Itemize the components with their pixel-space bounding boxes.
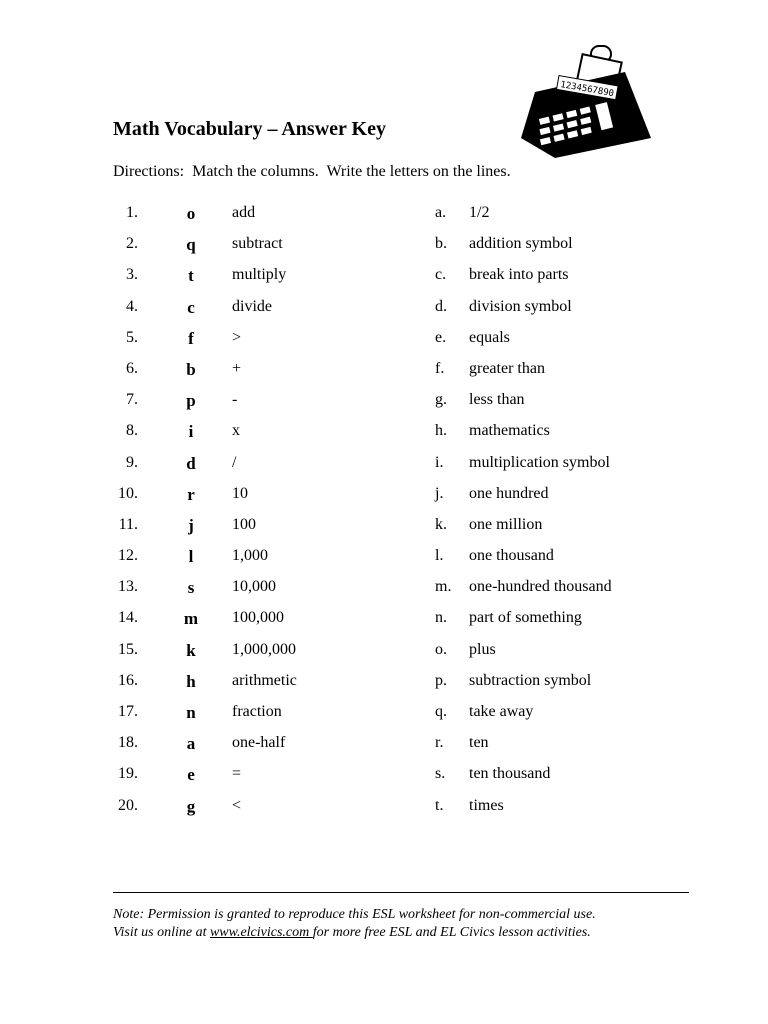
row-number: 17. (118, 703, 138, 720)
answer-letter: k (186, 640, 196, 660)
term-text: subtract (232, 235, 283, 253)
row-number: 18. (118, 734, 138, 752)
row-number: 5. (126, 328, 138, 346)
table-row (0, 234, 768, 265)
table-row (0, 203, 768, 234)
footer-divider (113, 892, 689, 893)
term-text: 1,000 (232, 547, 268, 565)
row-number: 10. (118, 484, 138, 502)
definition-letter: j. (435, 484, 444, 502)
answer-letter: o (186, 204, 196, 223)
definition-letter: d. (435, 297, 447, 315)
note-line-2 (113, 924, 713, 942)
definition-text: less than (469, 391, 525, 409)
definition-text: equals (469, 328, 510, 346)
website-link[interactable]: www.elcivics.com (209, 925, 313, 940)
row-number: 15. (118, 640, 138, 658)
answer-letter: g (186, 796, 196, 816)
term-text: fraction (232, 703, 282, 720)
table-row (0, 265, 768, 296)
matching-table (0, 203, 768, 827)
answer-letter: f (188, 328, 194, 348)
definition-text: break into parts (469, 266, 569, 284)
answer-letter: l (188, 547, 194, 567)
definition-letter: l. (435, 547, 444, 565)
definition-text: part of something (469, 609, 582, 627)
term-text: 100,000 (232, 609, 284, 627)
term-text: multiply (232, 266, 287, 284)
definition-letter: p. (435, 671, 447, 689)
table-row (0, 640, 768, 671)
term-text: / (232, 453, 237, 471)
table-row (0, 671, 768, 702)
definition-letter: f. (435, 359, 445, 377)
answer-letter: t (188, 266, 194, 286)
table-row (0, 359, 768, 390)
calculator-display: 1234567890 (559, 79, 615, 100)
answer-letter: q (186, 235, 196, 255)
term-text: + (232, 359, 242, 377)
table-row (0, 421, 768, 452)
answer-letter: i (188, 422, 194, 442)
table-row (0, 328, 768, 359)
row-number: 16. (118, 671, 138, 689)
definition-letter: s. (435, 765, 446, 783)
definition-letter: a. (435, 204, 447, 221)
directions-text: Directions: Match the columns. Write the letters on the lines. (113, 163, 511, 180)
table-row (0, 390, 768, 421)
note-line-2-prefix: Visit us online at (113, 925, 210, 940)
definition-text: multiplication symbol (469, 453, 610, 471)
table-row (0, 297, 768, 328)
answer-letter: r (187, 484, 195, 504)
term-text: x (232, 422, 240, 440)
definition-text: one million (469, 515, 543, 533)
term-text: 100 (232, 515, 256, 533)
row-number: 11. (118, 515, 138, 533)
answer-letter: s (187, 578, 195, 598)
answer-letter: a (186, 734, 196, 754)
table-row (0, 702, 768, 733)
row-number: 14. (118, 609, 138, 627)
term-text: < (232, 796, 242, 814)
answer-letter: c (187, 297, 195, 317)
row-number: 4. (126, 297, 138, 315)
definition-text: plus (469, 640, 496, 658)
definition-letter: i. (435, 453, 444, 471)
definition-text: one thousand (469, 547, 554, 565)
definition-text: ten thousand (469, 765, 551, 783)
answer-letter: m (183, 609, 199, 629)
definition-text: subtraction symbol (469, 671, 592, 689)
answer-letter: e (187, 765, 195, 785)
note-line-2-suffix: for more free ESL and EL Civics lesson activities. (312, 925, 591, 940)
table-row (0, 796, 768, 827)
definition-letter: n. (435, 609, 447, 627)
row-number: 20. (118, 796, 138, 814)
row-number: 6. (126, 359, 138, 377)
answer-letter: d (186, 453, 196, 473)
calculator-icon (515, 42, 655, 160)
definition-text: division symbol (469, 297, 572, 315)
term-text: divide (232, 297, 272, 315)
row-number: 13. (118, 578, 138, 596)
term-text: - (232, 391, 238, 409)
definition-text: one-hundred thousand (469, 578, 612, 596)
definition-letter: r. (435, 734, 444, 752)
note-line-1: Note: Permission is granted to reproduce this ESL worksheet for non-commercial use. (113, 907, 596, 922)
row-number: 9. (126, 453, 138, 471)
answer-letter: h (186, 671, 196, 691)
definition-letter: e. (435, 328, 447, 346)
definition-text: take away (469, 703, 534, 720)
definition-letter: q. (435, 703, 447, 720)
table-row (0, 453, 768, 484)
definition-letter: h. (435, 422, 447, 440)
definition-letter: g. (435, 391, 447, 409)
table-row (0, 515, 768, 546)
page-title: Math Vocabulary – Answer Key (113, 118, 386, 140)
definition-text: 1/2 (469, 204, 490, 221)
definition-text: one hundred (469, 484, 549, 502)
definition-text: mathematics (469, 422, 550, 440)
term-text: 10,000 (232, 578, 276, 596)
footer-note (113, 906, 713, 942)
row-number: 7. (126, 391, 138, 409)
term-text: arithmetic (232, 671, 297, 689)
answer-letter: p (186, 391, 196, 411)
row-number: 3. (126, 266, 138, 284)
answer-letter: b (186, 359, 196, 379)
definition-text: ten (469, 734, 489, 752)
term-text: > (232, 328, 242, 346)
table-row (0, 546, 768, 577)
definition-letter: k. (435, 515, 447, 533)
definition-letter: b. (435, 235, 447, 253)
answer-letter: j (188, 515, 194, 535)
term-text: = (232, 765, 242, 783)
definition-text: times (469, 796, 504, 814)
definition-text: addition symbol (469, 235, 573, 253)
table-row (0, 764, 768, 795)
definition-letter: o. (435, 640, 447, 658)
table-row (0, 608, 768, 639)
row-number: 2. (126, 235, 138, 253)
table-row (0, 577, 768, 608)
row-number: 1. (126, 204, 138, 221)
definition-text: greater than (469, 359, 545, 377)
row-number: 19. (118, 765, 138, 783)
term-text: add (232, 204, 256, 221)
definition-letter: t. (435, 796, 444, 814)
definition-letter: c. (435, 266, 447, 284)
table-row (0, 733, 768, 764)
answer-letter: n (186, 703, 196, 722)
term-text: 1,000,000 (232, 640, 296, 658)
definition-letter: m. (435, 578, 452, 596)
row-number: 12. (118, 547, 138, 565)
table-row (0, 484, 768, 515)
row-number: 8. (126, 422, 138, 440)
term-text: 10 (232, 484, 248, 502)
term-text: one-half (232, 734, 286, 752)
